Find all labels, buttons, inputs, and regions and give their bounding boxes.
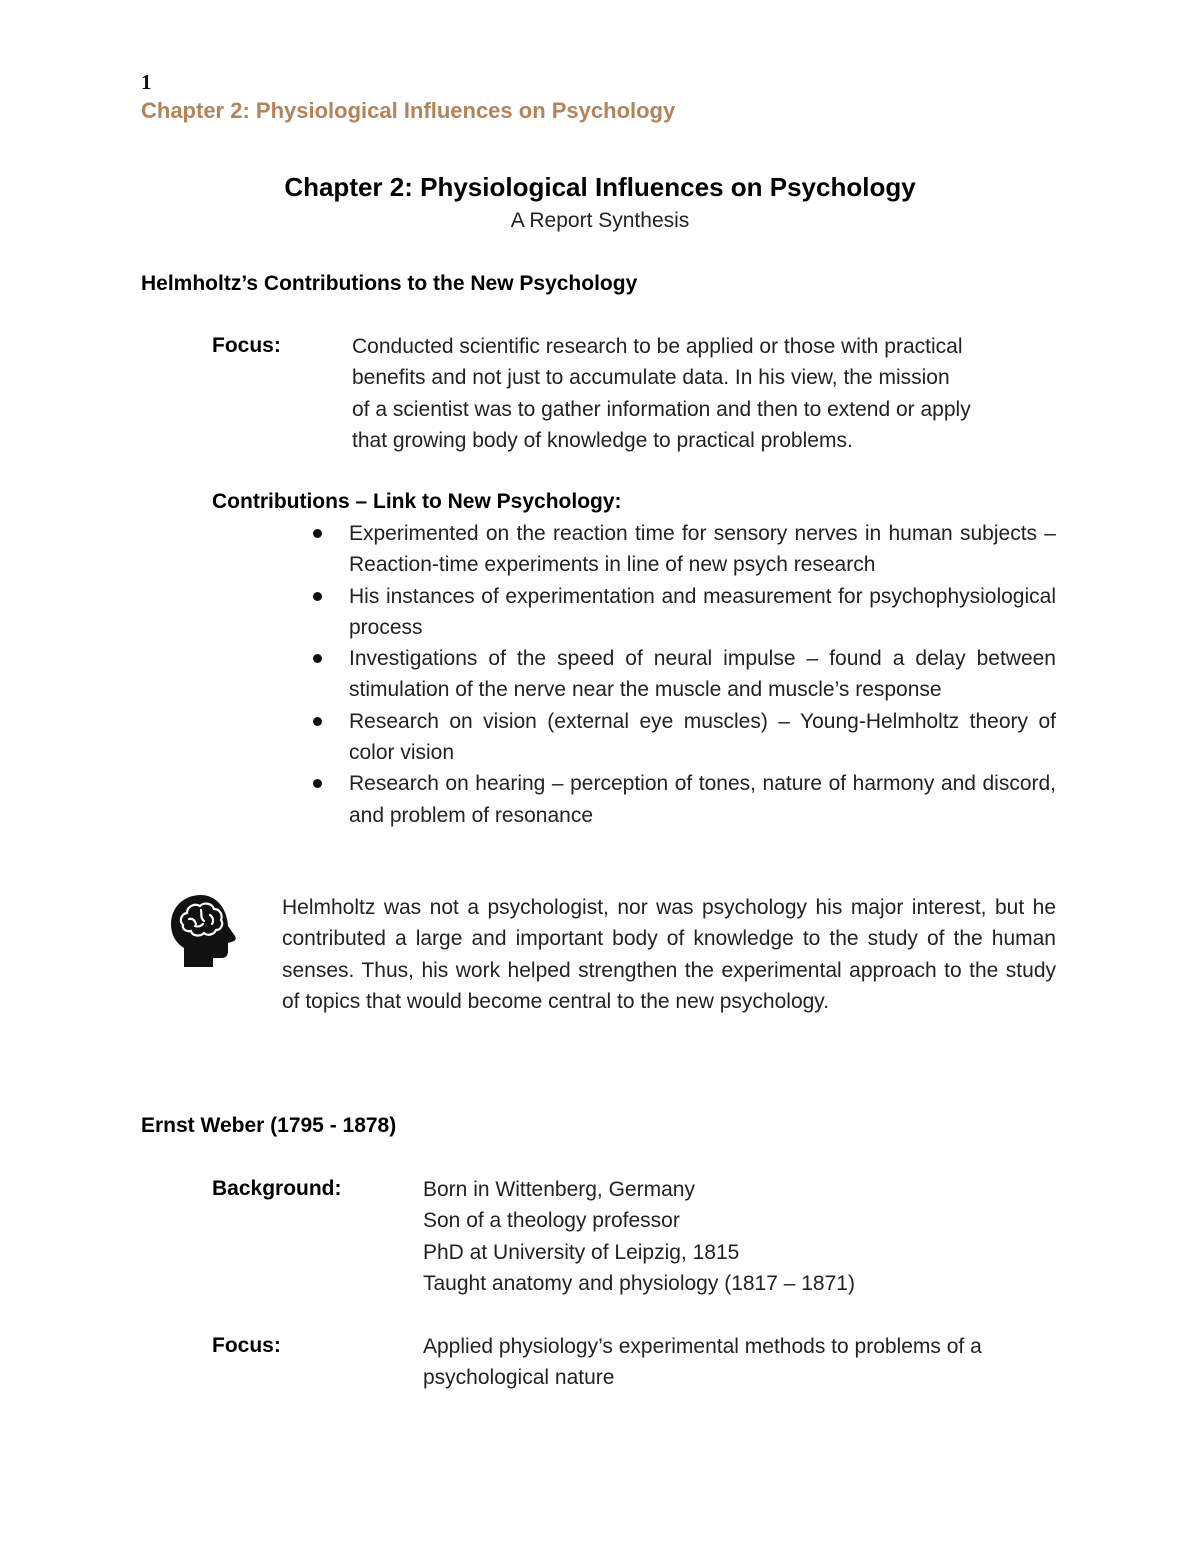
- focus-line: of a scientist was to gather information and then to extend or apply: [352, 397, 971, 421]
- focus-line: benefits and not just to accumulate data. In his view, the mission: [352, 366, 950, 390]
- helmholtz-heading: Helmholtz’s Contributions to the New Psychology: [141, 272, 638, 295]
- weber-background-text: [423, 1174, 855, 1299]
- document-title: Chapter 2: Physiological Influences on Psychology: [284, 172, 916, 202]
- bullet-icon: [313, 779, 322, 788]
- focus-line: that growing body of knowledge to practical problems.: [352, 428, 853, 452]
- page-number: 1: [141, 70, 152, 94]
- list-item: Investigations of the speed of neural impulse – found a delay between stimulation of the nerve near the muscle and muscle’s response: [349, 643, 1056, 706]
- background-line: PhD at University of Leipzig, 1815: [423, 1240, 740, 1264]
- bullet-icon: [313, 717, 322, 726]
- head-brain-icon: [165, 893, 245, 971]
- background-line: Son of a theology professor: [423, 1209, 680, 1233]
- weber-focus-label: Focus:: [212, 1334, 281, 1357]
- weber-focus-text: [423, 1331, 982, 1394]
- document-subtitle: A Report Synthesis: [510, 209, 690, 232]
- background-line: Born in Wittenberg, Germany: [423, 1178, 695, 1201]
- contributions-label: Contributions – Link to New Psychology:: [212, 490, 622, 513]
- list-item: Research on hearing – perception of tones, nature of harmony and discord, and problem of resonance: [349, 768, 1056, 831]
- list-item: His instances of experimentation and measurement for psychophysiological process: [349, 581, 1056, 644]
- contributions-list: [349, 518, 1056, 831]
- weber-background-label: Background:: [212, 1177, 342, 1200]
- focus-line: Applied physiology’s experimental methods to problems of a: [423, 1335, 982, 1358]
- list-item: Research on vision (external eye muscles) – Young-Helmholtz theory of color vision: [349, 706, 1056, 769]
- focus-line: psychological nature: [423, 1366, 615, 1390]
- bullet-icon: [313, 654, 322, 663]
- weber-heading: Ernst Weber (1795 - 1878): [141, 1114, 397, 1137]
- helmholtz-focus-label: Focus:: [212, 334, 281, 357]
- focus-line: Conducted scientific research to be applied or those with practical: [352, 335, 963, 358]
- background-line: Taught anatomy and physiology (1817 – 1871): [423, 1271, 855, 1295]
- list-item: Experimented on the reaction time for sensory nerves in human subjects – Reaction-time experiments in line of new psych research: [349, 518, 1056, 581]
- bullet-icon: [313, 592, 322, 601]
- helmholtz-note: Helmholtz was not a psychologist, nor was psychology his major interest, but he contributed a large and important body of knowledge to the study of the human senses. Thus, his work helped strengthen the experimental approach to the study of topics that would become central to the new psychology.: [282, 896, 1056, 1013]
- running-header: Chapter 2: Physiological Influences on Psychology: [141, 98, 676, 123]
- bullet-icon: [313, 529, 322, 538]
- helmholtz-focus-text: [352, 331, 971, 456]
